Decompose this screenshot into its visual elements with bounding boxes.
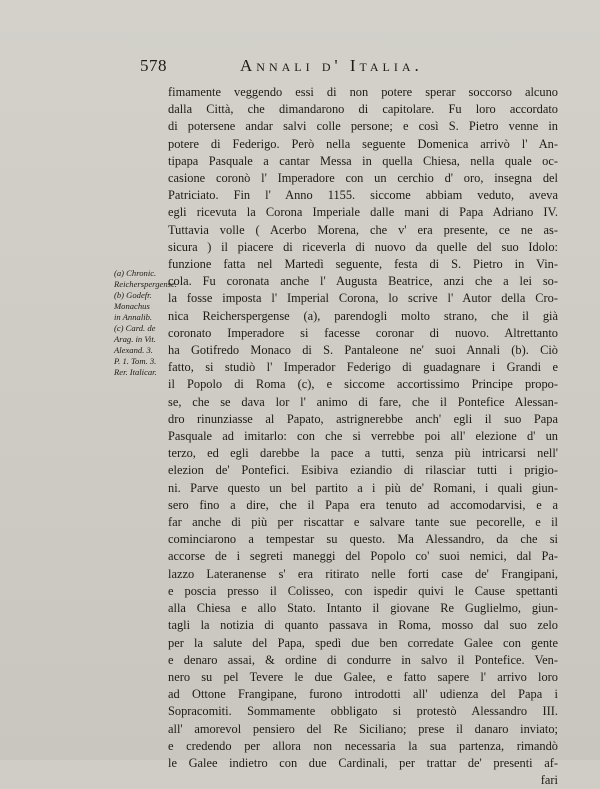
text-line: e credendo per allora non necessaria la sua partenza, rimandò	[168, 738, 558, 753]
text-line: egli ricevuta la Corona Imperiale dalle mani di Papa Adriano IV.	[168, 205, 558, 220]
text-line: elezion de' Pontefici. Esibiva eziandio di rilasciar tutti i prigio-	[168, 463, 558, 478]
text-line: tipapa Pasquale a cantar Messa in quella Chiesa, nella quale oc-	[168, 153, 558, 168]
margin-note: (b) Godefr.	[114, 290, 152, 300]
text-line: all' amorevol pensiero del Re Siciliano; prese il danaro inviato;	[168, 721, 558, 736]
text-line: se, che se dava lor l' animo di fare, che il Pontefice Alessan-	[168, 394, 558, 409]
text-line: la fosse imposta l' Imperial Corona, lo scrive l' Autor della Cro-	[168, 291, 558, 306]
text-line: fimamente veggendo essi di non potere sperar soccorso alcuno	[168, 85, 558, 99]
margin-note: Monachus	[114, 301, 150, 311]
text-line: ni. Parve questo un bel partito a i più de' Romani, i quali giun-	[168, 480, 558, 495]
text-line: Tuttavia volle ( Acerbo Morena, che v' era presente, ce ne as-	[168, 222, 558, 237]
text-line: ha Gotifredo Monaco di S. Pantaleone ne' suoi Annali (b). Ciò	[168, 343, 558, 358]
text-line: sicura ) il piacere di riceverla di nuovo da quelle del suo Idolo:	[168, 239, 558, 254]
text-line: il Popolo di Roma (c), e siccome accortissimo Principe propo-	[168, 377, 558, 392]
text-line: lazzo Lateranense s' era ritirato nelle forti case de' Frangipani,	[168, 566, 558, 581]
margin-note: (c) Card. de	[114, 323, 156, 333]
text-line: nero su pel Tevere le due Galee, e fatto sapere l' arrivo loro	[168, 669, 558, 684]
text-line: alla Chiesa e allo Stato. Intanto il giovane Re Guglielmo, giun-	[168, 601, 558, 616]
margin-note: Alexand. 3.	[114, 345, 153, 355]
text-line: casione coronò l' Imperadore con un cerchio d' oro, insegna del	[168, 171, 558, 186]
text-line: nica Reicherspergense (a), parendogli molto strano, che il già	[168, 308, 558, 323]
text-line: di potersene andar salvi colle persone; e così S. Pietro venne in	[168, 119, 558, 134]
body-text	[168, 84, 558, 789]
text-line: far anche di più per riscattar e salvare tante sue pecorelle, e il	[168, 515, 558, 530]
text-line: e poscia presso il Colisseo, con ispedir quivi le Cause spettanti	[168, 583, 558, 598]
text-line: tagli la notizia di quanto passava in Roma, mosso dal suo zelo	[168, 618, 558, 633]
margin-note: Rer. Italicar.	[114, 367, 157, 377]
margin-note: P. 1. Tom. 3.	[114, 356, 157, 366]
text-line: dalla Città, che dimandarono di capitolare. Fu loro accordato	[168, 102, 558, 117]
text-line: Pasquale ad imitarlo: con che si verrebbe poi all' elezione d' un	[168, 429, 558, 444]
page-number: 578	[140, 56, 167, 75]
text-line: cola. Fu coronata anche l' Augusta Beatrice, anzi che a lei so-	[168, 274, 558, 289]
text-line: accorse de i segreti maneggi del Popolo co' suoi nemici, dal Pa-	[168, 549, 558, 564]
text-line: coronato Imperadore si facesse coronar di nuovo. Altrettanto	[168, 325, 558, 340]
text-line: ad Ottone Frangipane, furono introdotti all' udienza del Papa i	[168, 687, 558, 702]
page-header	[140, 56, 540, 80]
text-line: potere di Federigo. Però nella seguente Domenica arrivò l' An-	[168, 136, 558, 151]
margin-note: Arag. in Vit.	[114, 334, 156, 344]
text-line: Sopracomiti. Sommamente obbligato si protestò Alessandro III.	[168, 704, 558, 719]
text-line: dro rinunziasse al Papato, astrignerebbe anch' egli il suo Papa	[168, 411, 558, 426]
margin-note: Reicherspergense.	[114, 279, 177, 289]
text-line: e denaro assai, & ordine di condurre in salvo il Pontefice. Ven-	[168, 652, 558, 667]
running-title: Annali d' Italia.	[240, 56, 423, 75]
text-line: sero fino a dire, che il Papa era tenuto ad accomodarvisi, e a	[168, 497, 558, 512]
text-line: per la salute del Papa, spedì due ben corredate Galee con gente	[168, 635, 558, 650]
catchword: fari	[540, 773, 558, 788]
margin-note: (a) Chronic.	[114, 268, 157, 278]
text-line: Patriciato. Fin l' Anno 1155. siccome abbiam veduto, aveva	[168, 188, 558, 203]
text-line: cominciarono a tempestar su questo. Ma Alessandro, da che si	[168, 532, 558, 547]
text-line: terzo, ed egli darebbe la pace a tutti, senza più intricarsi nell'	[168, 446, 558, 461]
text-line: funzione fatta nel Martedì seguente, festa di S. Pietro in Vin-	[168, 257, 558, 272]
margin-notes	[114, 268, 177, 378]
text-line: fatto, si studiò l' Imperador Federigo di guadagnare i Grandi e	[168, 360, 558, 375]
margin-note: in Annalib.	[114, 312, 153, 322]
text-line: le Galee indietro con due Cardinali, per trattar de' presenti af-	[168, 755, 558, 770]
